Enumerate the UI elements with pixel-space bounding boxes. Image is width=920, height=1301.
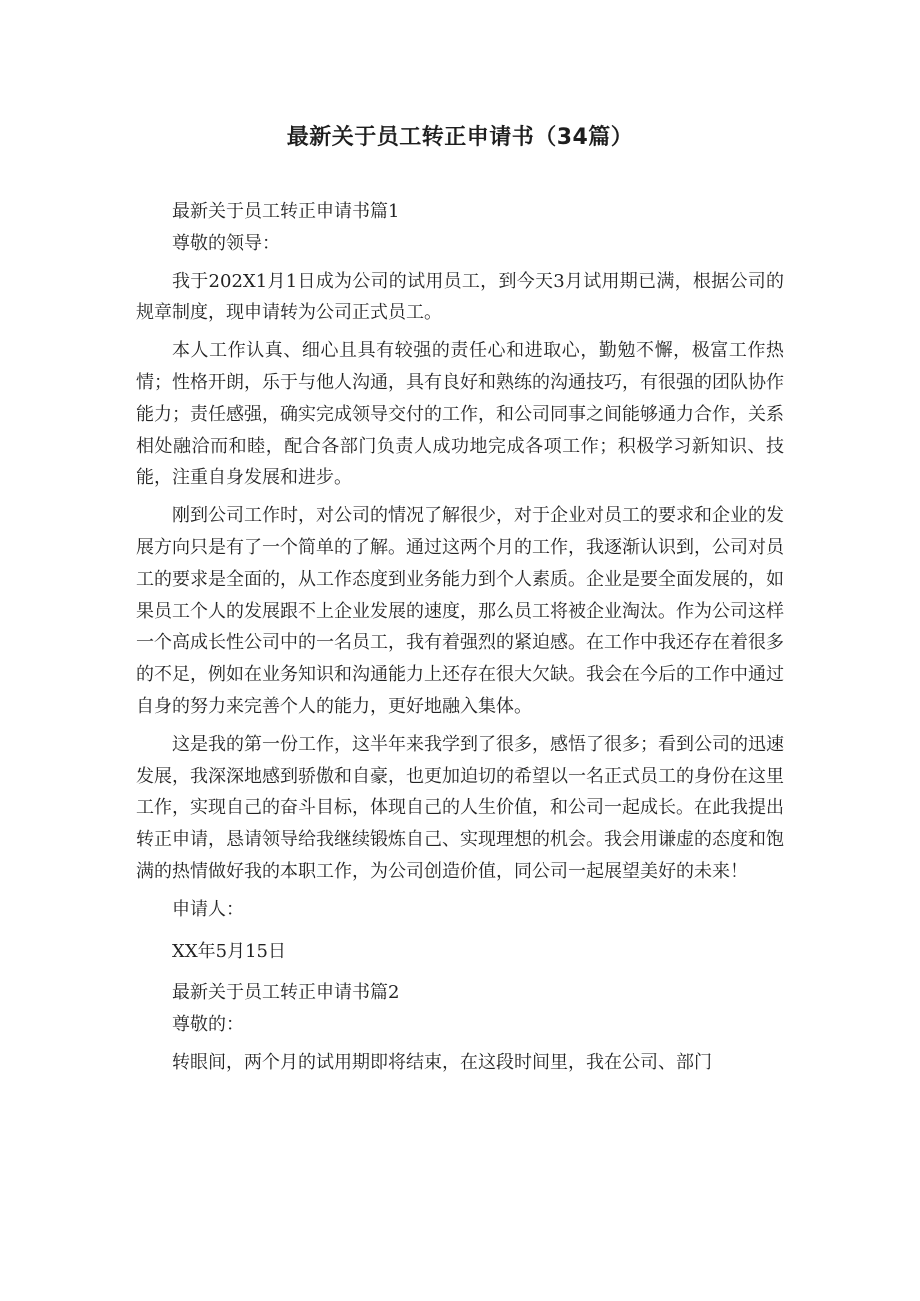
section-2-first-line: 转眼间，两个月的试用期即将结束，在这段时间里，我在公司、部门 <box>172 1051 712 1073</box>
section-1-paragraph-4: 这是我的第一份工作，这半年来我学到了很多，感悟了很多；看到公司的迅速发展，我深深地感到骄傲和自豪，也更加迫切的希望以一名正式员工的身份在这里工作，实现自己的奋斗目标，体现自己的人生价值，和公司一起成长。在此我提出转正申请，恳请领导给我继续锻炼自己、实现理想的机会。我会用谦虚的态度和饱满的热情做好我的本职工作，为公司创造价值，同公司一起展望美好的未来！ <box>136 733 784 882</box>
application-date: XX年5月15日 <box>172 940 286 962</box>
section-1-salutation: 尊敬的领导： <box>172 232 280 254</box>
section-1-paragraph-1: 我于202X1月1日成为公司的试用员工，到今天3月试用期已满，根据公司的规章制度，现申请转为公司正式员工。 <box>136 270 784 324</box>
document-title: 最新关于员工转正申请书（34篇） <box>286 125 634 150</box>
section-2-heading: 最新关于员工转正申请书篇2 <box>172 982 400 1004</box>
section-1-heading: 最新关于员工转正申请书篇1 <box>172 201 400 222</box>
section-1-paragraph-3: 刚到公司工作时，对公司的情况了解很少，对于企业对员工的要求和企业的发展方向只是有了一个简单的了解。通过这两个月的工作，我逐渐认识到，公司对员工的要求是全面的，从工作态度到业务能力到个人素质。企业是要全面发展的，如果员工个人的发展跟不上企业发展的速度，那么员工将被企业淘汰。作为公司这样一个高成长性公司中的一名员工，我有着强烈的紧迫感。在工作中我还存在着很多的不足，例如在业务知识和沟通能力上还存在很大欠缺。我会在今后的工作中通过自身的努力来完善个人的能力，更好地融入集体。 <box>136 505 784 717</box>
applicant-label: 申请人： <box>172 898 244 920</box>
section-2-salutation: 尊敬的： <box>172 1014 244 1036</box>
document-body <box>136 196 784 1079</box>
section-1-paragraph-2: 本人工作认真、细心且具有较强的责任心和进取心，勤勉不懈，极富工作热情；性格开朗，乐于与他人沟通，具有良好和熟练的沟通技巧，有很强的团队协作能力；责任感强，确实完成领导交付的工作，和公司同事之间能够通力合作，关系相处融洽而和睦，配合各部门负责人成功地完成各项工作；积极学习新知识、技能，注重自身发展和进步。 <box>136 340 784 489</box>
